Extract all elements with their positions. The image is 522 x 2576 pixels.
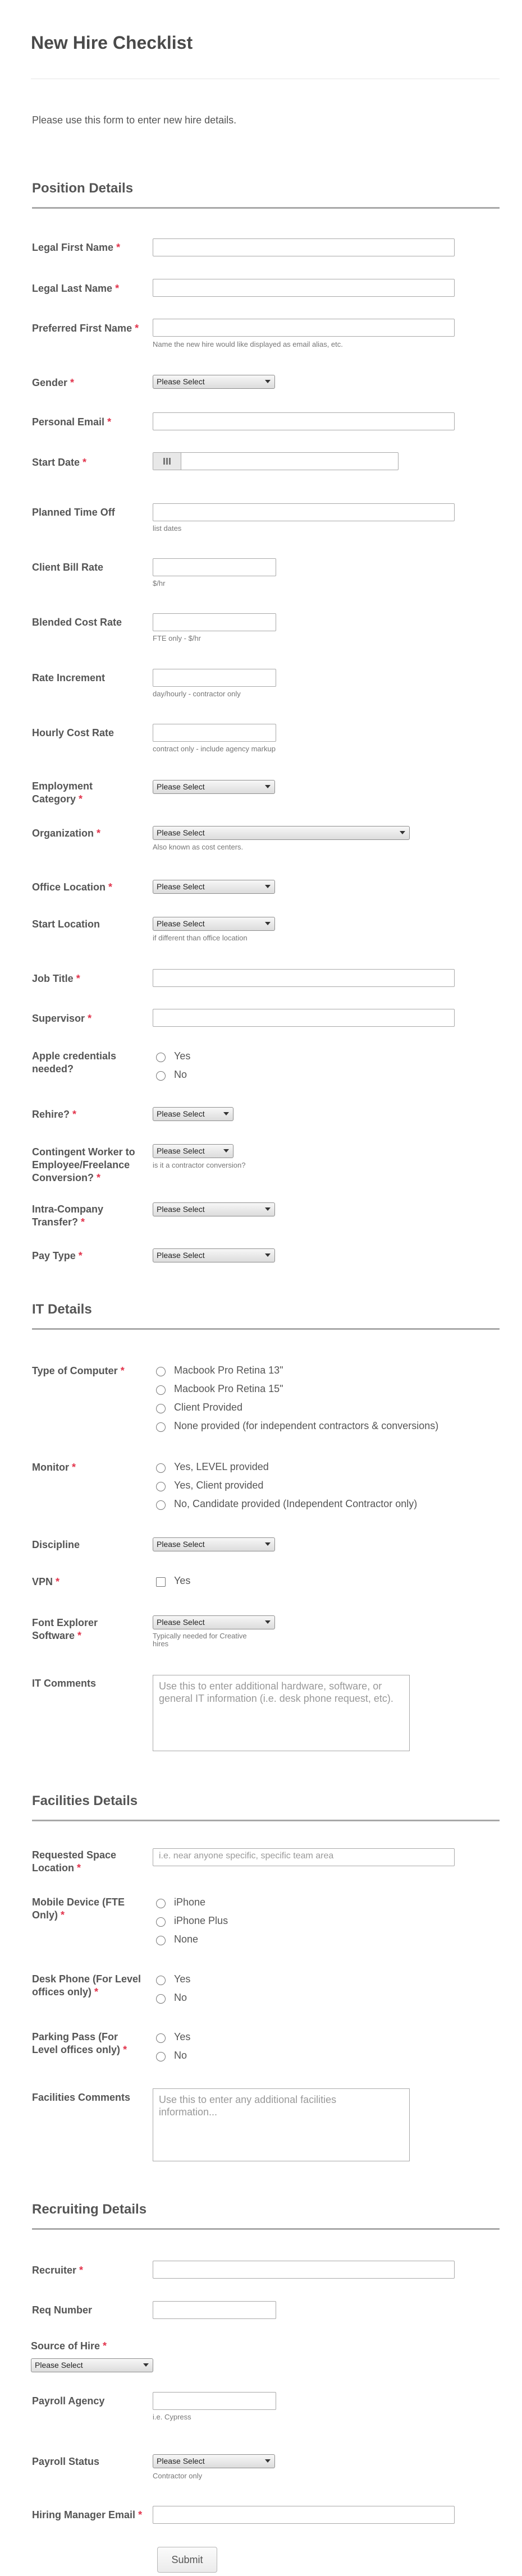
personal-email-input[interactable] — [153, 412, 455, 430]
chevron-down-icon — [265, 1253, 271, 1257]
client-bill-rate-hint: $/hr — [153, 579, 166, 587]
desk-phone-label: Desk Phone (For Level offices only) * — [32, 1973, 141, 1998]
organization-label: Organization * — [32, 828, 101, 839]
form-intro: Please use this form to enter new hire details. — [32, 114, 237, 126]
font-explorer-label: Font Explorer Software * — [32, 1617, 98, 1641]
contingent-worker-select[interactable]: Please Select — [153, 1144, 233, 1158]
section-divider — [32, 1328, 500, 1330]
section-it-details: IT Details — [32, 1302, 92, 1317]
legal-last-name-input[interactable] — [153, 279, 455, 297]
payroll-status-select[interactable]: Please Select — [153, 2454, 275, 2468]
mobile-iphone-radio[interactable] — [156, 1899, 166, 1908]
hourly-cost-rate-hint: contract only - include agency markup — [153, 745, 276, 753]
rate-increment-label: Rate Increment — [32, 672, 106, 683]
chevron-down-icon — [265, 885, 271, 888]
apple-credentials-no-radio[interactable] — [156, 1071, 166, 1081]
parking-pass-no-radio[interactable] — [156, 2052, 166, 2061]
legal-last-name-label: Legal Last Name * — [32, 283, 120, 294]
mobile-device-label: Mobile Device (FTE Only) * — [32, 1897, 125, 1921]
discipline-select[interactable]: Please Select — [153, 1537, 275, 1551]
pay-type-label: Pay Type * — [32, 1250, 83, 1261]
chevron-down-icon — [265, 1620, 271, 1624]
planned-time-off-hint: list dates — [153, 524, 182, 532]
start-date-label: Start Date * — [32, 457, 87, 468]
apple-credentials-yes-label: Yes — [174, 1050, 191, 1062]
req-number-input[interactable] — [153, 2301, 276, 2319]
mobile-none-radio[interactable] — [156, 1936, 166, 1945]
organization-select[interactable]: Please Select — [153, 826, 410, 840]
recruiter-input[interactable] — [153, 2261, 455, 2279]
organization-hint: Also known as cost centers. — [153, 843, 244, 851]
it-comments-label: IT Comments — [32, 1678, 97, 1689]
pay-type-select[interactable]: Please Select — [153, 1248, 275, 1262]
blended-cost-rate-input[interactable] — [153, 613, 276, 631]
client-bill-rate-label: Client Bill Rate — [32, 562, 104, 573]
payroll-agency-input[interactable] — [153, 2392, 276, 2410]
supervisor-label: Supervisor * — [32, 1013, 92, 1024]
computer-none-label: None provided (for independent contractors & conversions) — [174, 1420, 439, 1431]
submit-button[interactable]: Submit — [157, 2547, 217, 2573]
employment-category-select[interactable]: Please Select — [153, 780, 275, 794]
legal-first-name-label: Legal First Name * — [32, 242, 121, 253]
apple-credentials-label: Apple credentials needed? — [32, 1050, 117, 1075]
office-location-select[interactable]: Please Select — [153, 880, 275, 894]
desk-phone-yes-label: Yes — [174, 1973, 191, 1985]
payroll-status-hint: Contractor only — [153, 2472, 203, 2480]
preferred-first-name-label: Preferred First Name * — [32, 323, 139, 334]
computer-13-label: Macbook Pro Retina 13" — [174, 1365, 283, 1376]
start-location-select[interactable]: Please Select — [153, 917, 275, 931]
job-title-input[interactable] — [153, 969, 455, 987]
page-title: New Hire Checklist — [31, 33, 193, 53]
supervisor-input[interactable] — [153, 1009, 455, 1027]
section-divider — [32, 207, 500, 209]
computer-15-radio[interactable] — [156, 1385, 166, 1395]
requested-space-label: Requested Space Location * — [32, 1849, 117, 1874]
desk-phone-no-radio[interactable] — [156, 1994, 166, 2004]
requested-space-input[interactable]: i.e. near anyone specific, specific team area — [153, 1848, 455, 1866]
facilities-comments-label: Facilities Comments — [32, 2092, 131, 2103]
section-divider — [32, 1820, 500, 1821]
type-of-computer-label: Type of Computer * — [32, 1365, 125, 1376]
chevron-down-icon — [143, 2363, 149, 2367]
intra-company-transfer-label: Intra-Company Transfer? * — [32, 1204, 104, 1228]
calendar-icon — [163, 458, 171, 465]
apple-credentials-no-label: No — [174, 1069, 187, 1080]
blended-cost-rate-label: Blended Cost Rate — [32, 617, 122, 628]
parking-pass-yes-radio[interactable] — [156, 2033, 166, 2043]
contingent-worker-hint: is it a contractor conversion? — [153, 1161, 246, 1169]
monitor-label: Monitor * — [32, 1462, 76, 1473]
section-position-details: Position Details — [32, 181, 134, 196]
client-bill-rate-input[interactable] — [153, 558, 276, 576]
mobile-iphone-plus-radio[interactable] — [156, 1917, 166, 1927]
section-facilities-details: Facilities Details — [32, 1793, 138, 1808]
vpn-yes-checkbox[interactable] — [156, 1577, 166, 1587]
preferred-first-name-hint: Name the new hire would like displayed as email alias, etc. — [153, 340, 343, 348]
payroll-agency-hint: i.e. Cypress — [153, 2413, 191, 2421]
rate-increment-hint: day/hourly - contractor only — [153, 690, 241, 698]
mobile-iphone-plus-label: iPhone Plus — [174, 1915, 228, 1926]
rate-increment-input[interactable] — [153, 669, 276, 687]
chevron-down-icon — [265, 380, 271, 383]
planned-time-off-input[interactable] — [153, 503, 455, 521]
monitor-level-radio[interactable] — [156, 1463, 166, 1473]
office-location-label: Office Location * — [32, 881, 113, 893]
intra-company-transfer-select[interactable]: Please Select — [153, 1202, 275, 1216]
legal-first-name-input[interactable] — [153, 238, 455, 256]
apple-credentials-yes-radio[interactable] — [156, 1053, 166, 1062]
rehire-label: Rehire? * — [32, 1109, 77, 1120]
monitor-client-label: Yes, Client provided — [174, 1480, 264, 1491]
vpn-label: VPN * — [32, 1576, 60, 1587]
desk-phone-yes-radio[interactable] — [156, 1976, 166, 1985]
desk-phone-no-label: No — [174, 1992, 187, 2003]
monitor-candidate-radio[interactable] — [156, 1500, 166, 1510]
chevron-down-icon — [400, 831, 405, 834]
computer-client-radio[interactable] — [156, 1404, 166, 1413]
computer-client-label: Client Provided — [174, 1402, 243, 1413]
hiring-manager-email-label: Hiring Manager Email * — [32, 2509, 143, 2520]
mobile-none-label: None — [174, 1934, 199, 1945]
chevron-down-icon — [265, 922, 271, 925]
monitor-client-radio[interactable] — [156, 1482, 166, 1491]
planned-time-off-label: Planned Time Off — [32, 507, 115, 518]
req-number-label: Req Number — [32, 2304, 93, 2316]
chevron-down-icon — [265, 1542, 271, 1546]
computer-13-radio[interactable] — [156, 1367, 166, 1376]
gender-label: Gender * — [32, 377, 75, 388]
hiring-manager-email-input[interactable] — [153, 2506, 455, 2524]
start-location-label: Start Location — [32, 919, 100, 930]
mobile-iphone-label: iPhone — [174, 1897, 206, 1908]
recruiter-label: Recruiter * — [32, 2265, 84, 2276]
font-explorer-select[interactable]: Please Select — [153, 1615, 275, 1629]
chevron-down-icon — [265, 785, 271, 788]
hourly-cost-rate-label: Hourly Cost Rate — [32, 727, 115, 738]
monitor-candidate-label: No, Candidate provided (Independent Contractor only) — [174, 1498, 418, 1509]
rehire-select[interactable]: Please Select — [153, 1107, 233, 1121]
chevron-down-icon — [265, 2459, 271, 2463]
payroll-status-label: Payroll Status — [32, 2456, 100, 2467]
start-date-input[interactable] — [153, 452, 399, 470]
personal-email-label: Personal Email * — [32, 416, 112, 428]
source-of-hire-label: Source of Hire * — [31, 2340, 107, 2352]
chevron-down-icon — [223, 1112, 229, 1115]
vpn-yes-label: Yes — [174, 1575, 191, 1586]
facilities-comments-textarea[interactable]: Use this to enter any additional facilities information... — [153, 2088, 410, 2161]
section-recruiting-details: Recruiting Details — [32, 2202, 147, 2217]
chevron-down-icon — [265, 1207, 271, 1211]
parking-pass-label: Parking Pass (For Level offices only) * — [32, 2031, 127, 2055]
preferred-first-name-input[interactable] — [153, 319, 455, 337]
computer-none-radio[interactable] — [156, 1422, 166, 1432]
hourly-cost-rate-input[interactable] — [153, 724, 276, 742]
calendar-button[interactable] — [153, 453, 181, 470]
employment-category-label: Employment Category * — [32, 780, 93, 805]
parking-pass-no-label: No — [174, 2050, 187, 2061]
it-comments-textarea[interactable]: Use this to enter additional hardware, software, or general IT information (i.e. desk phone request, etc). — [153, 1675, 410, 1751]
discipline-label: Discipline — [32, 1539, 80, 1550]
gender-select[interactable]: Please Select — [153, 375, 275, 389]
chevron-down-icon — [223, 1149, 229, 1152]
job-title-label: Job Title * — [32, 973, 80, 984]
font-explorer-hint: Typically needed for Creative hires — [153, 1632, 247, 1648]
computer-15-label: Macbook Pro Retina 15" — [174, 1383, 283, 1394]
monitor-level-label: Yes, LEVEL provided — [174, 1461, 269, 1472]
parking-pass-yes-label: Yes — [174, 2031, 191, 2042]
source-of-hire-select[interactable]: Please Select — [31, 2358, 153, 2372]
contingent-worker-label: Contingent Worker to Employee/Freelance Conversion? * — [32, 1146, 135, 1183]
section-divider — [32, 2228, 500, 2230]
payroll-agency-label: Payroll Agency — [32, 2395, 105, 2407]
blended-cost-rate-hint: FTE only - $/hr — [153, 634, 201, 642]
start-location-hint: if different than office location — [153, 934, 248, 942]
